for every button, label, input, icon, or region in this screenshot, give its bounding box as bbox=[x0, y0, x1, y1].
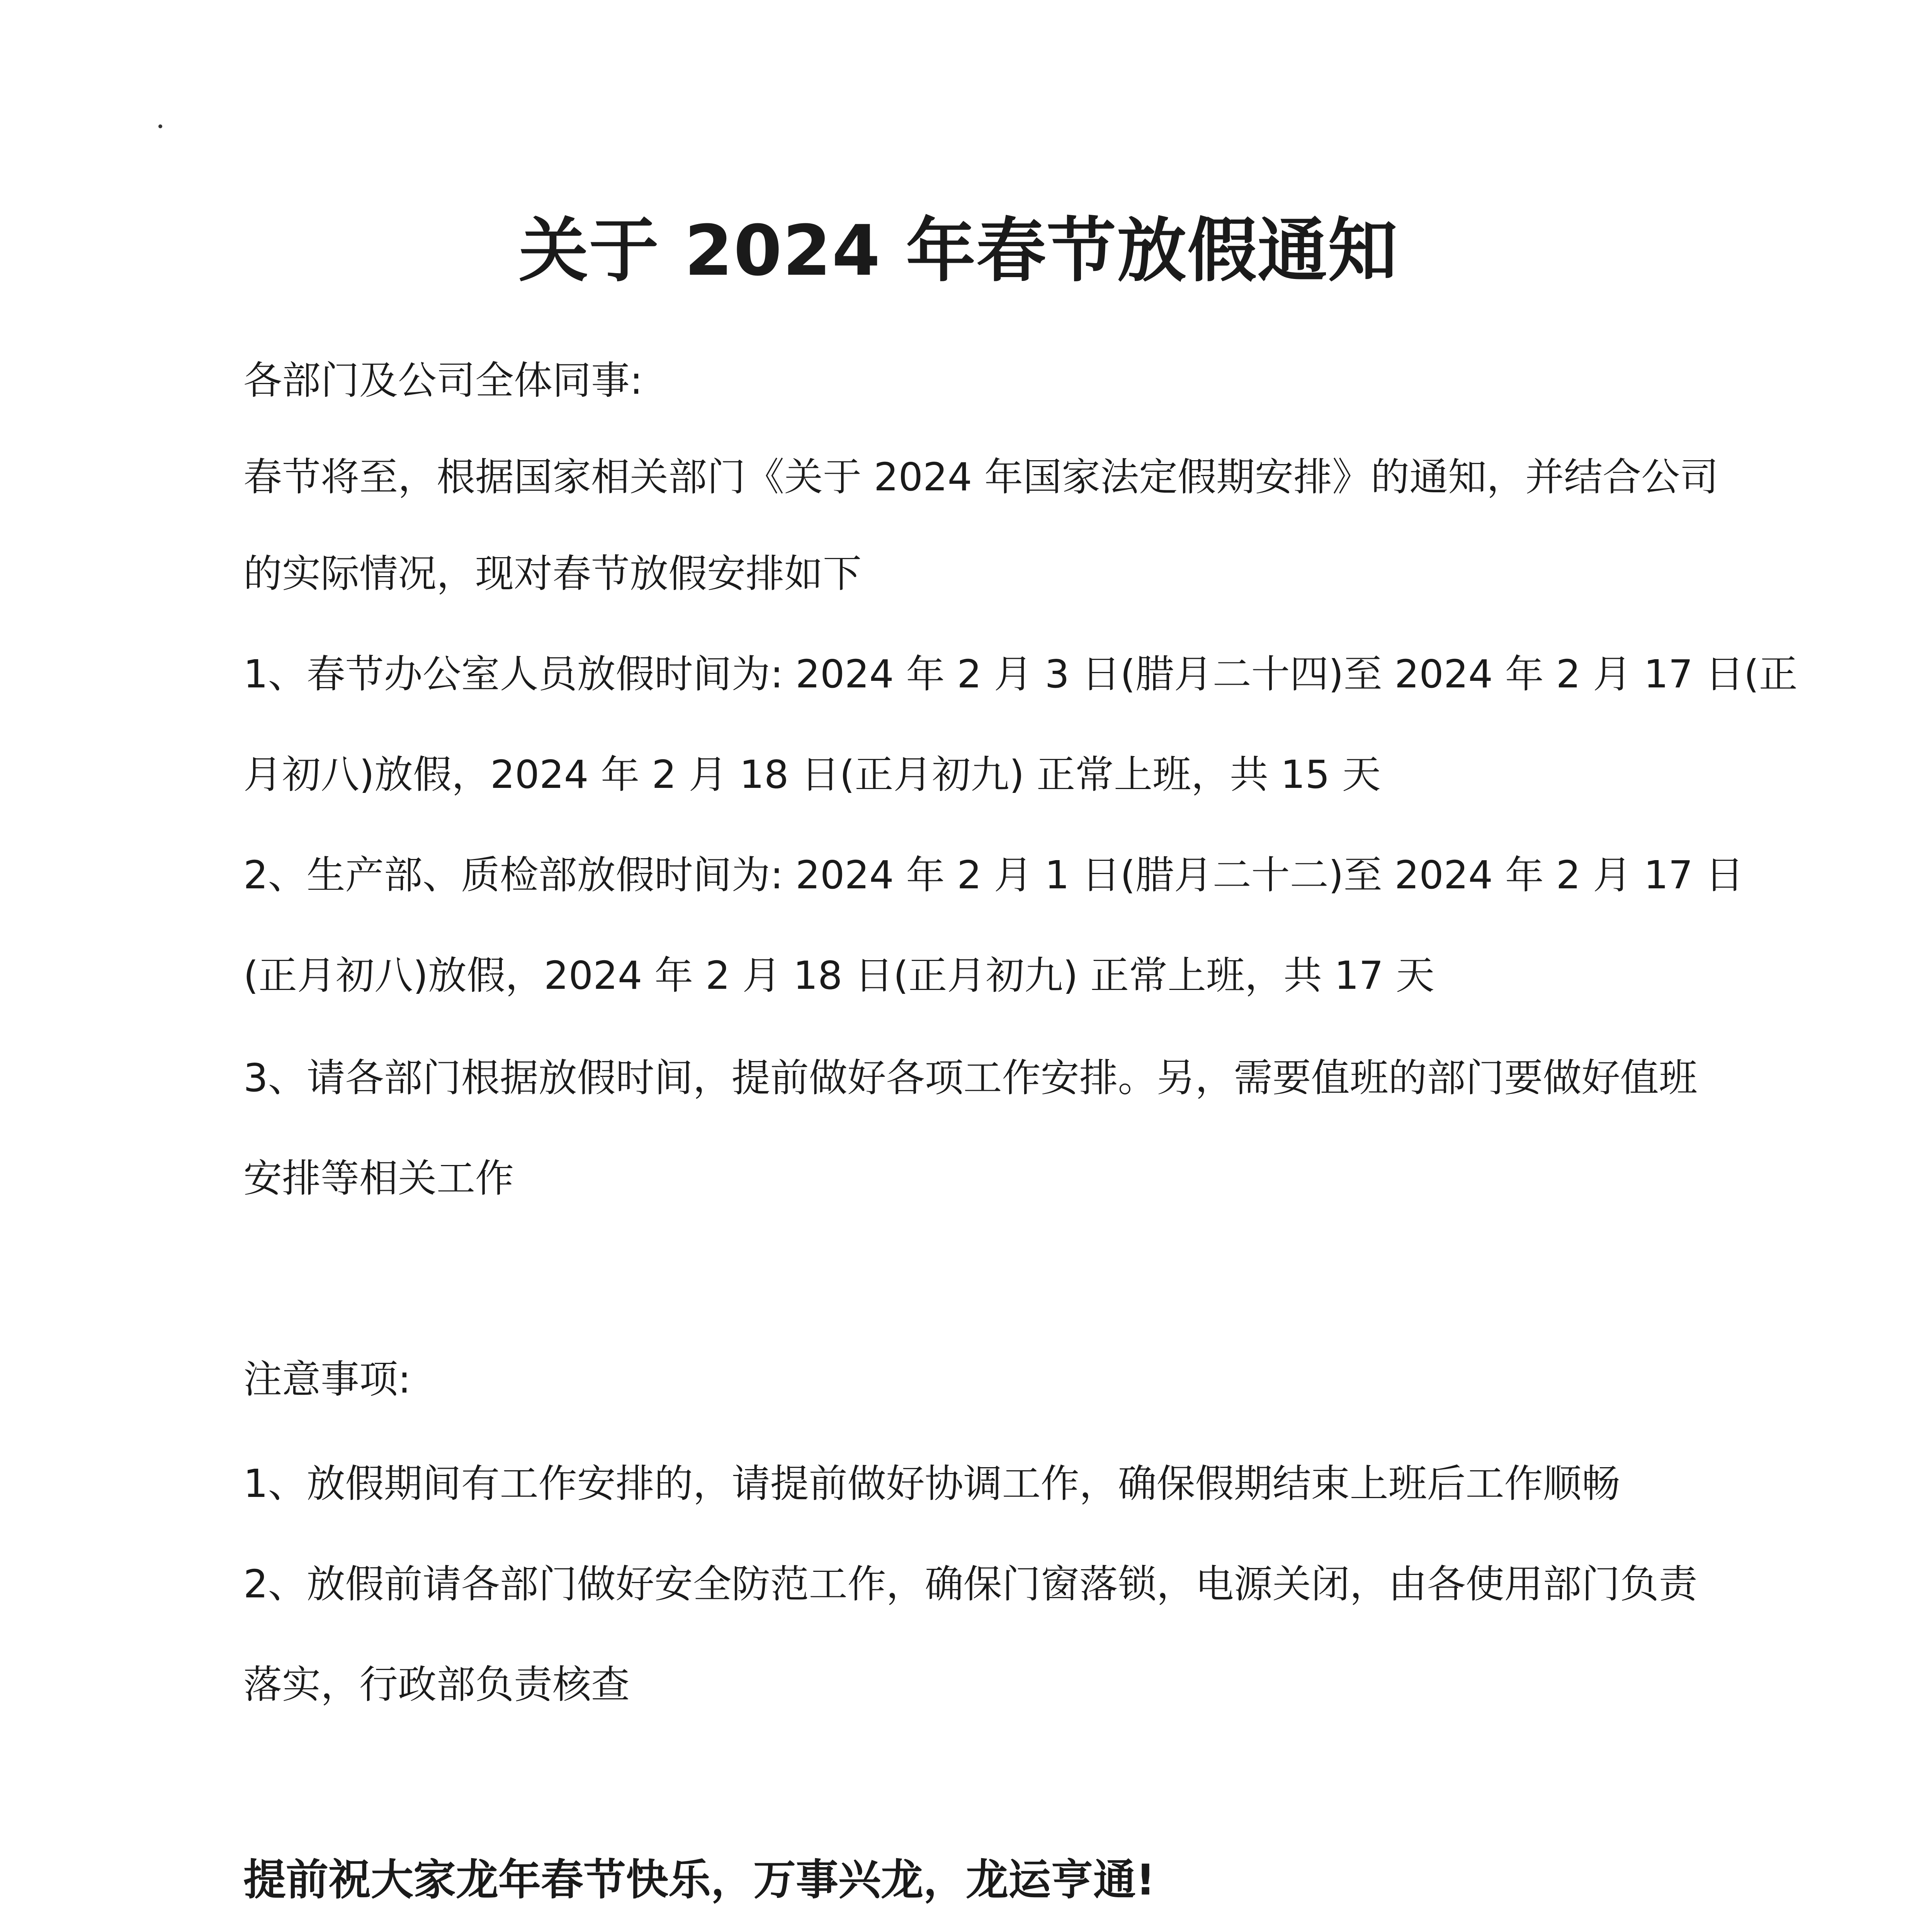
holiday-greeting: 提前祝大家龙年春节快乐，万事兴龙，龙运亨通! bbox=[243, 1855, 1156, 1905]
intro-line-2: 的实际情况，现对春节放假安排如下 bbox=[243, 551, 862, 596]
item-2-line-1: 2、生产部、质检部放假时间为: 2024 年 2 月 1 日(腊月二十二)至 2024 年 2 月 17 日 bbox=[243, 852, 1744, 898]
item-1-line-2: 月初八)放假，2024 年 2 月 18 日(正月初九) 正常上班，共 15 天 bbox=[243, 752, 1381, 797]
item-3-line-2: 安排等相关工作 bbox=[243, 1156, 514, 1201]
note-2-line-1: 2、放假前请各部门做好安全防范工作，确保门窗落锁，电源关闭，由各使用部门负责 bbox=[243, 1561, 1698, 1607]
item-3-line-1: 3、请各部门根据放假时间，提前做好各项工作安排。另，需要值班的部门要做好值班 bbox=[243, 1055, 1698, 1100]
item-1-line-1: 1、春节办公室人员放假时间为: 2024 年 2 月 3 日(腊月二十四)至 2024 年 2 月 17 日(正 bbox=[243, 651, 1798, 697]
item-2-line-2: (正月初八)放假，2024 年 2 月 18 日(正月初九) 正常上班，共 17 天 bbox=[243, 953, 1434, 998]
intro-line-1: 春节将至，根据国家相关部门《关于 2024 年国家法定假期安排》的通知，并结合公司 bbox=[243, 454, 1719, 500]
note-2-line-2: 落实，行政部负责核查 bbox=[243, 1662, 630, 1707]
page-title: 关于 2024 年春节放假通知 bbox=[518, 211, 1399, 291]
salutation: 各部门及公司全体同事: bbox=[243, 358, 643, 403]
note-1-line-1: 1、放假期间有工作安排的，请提前做好协调工作，确保假期结束上班后工作顺畅 bbox=[243, 1461, 1620, 1506]
scan-speck bbox=[158, 124, 162, 128]
notes-heading: 注意事项: bbox=[243, 1357, 411, 1402]
